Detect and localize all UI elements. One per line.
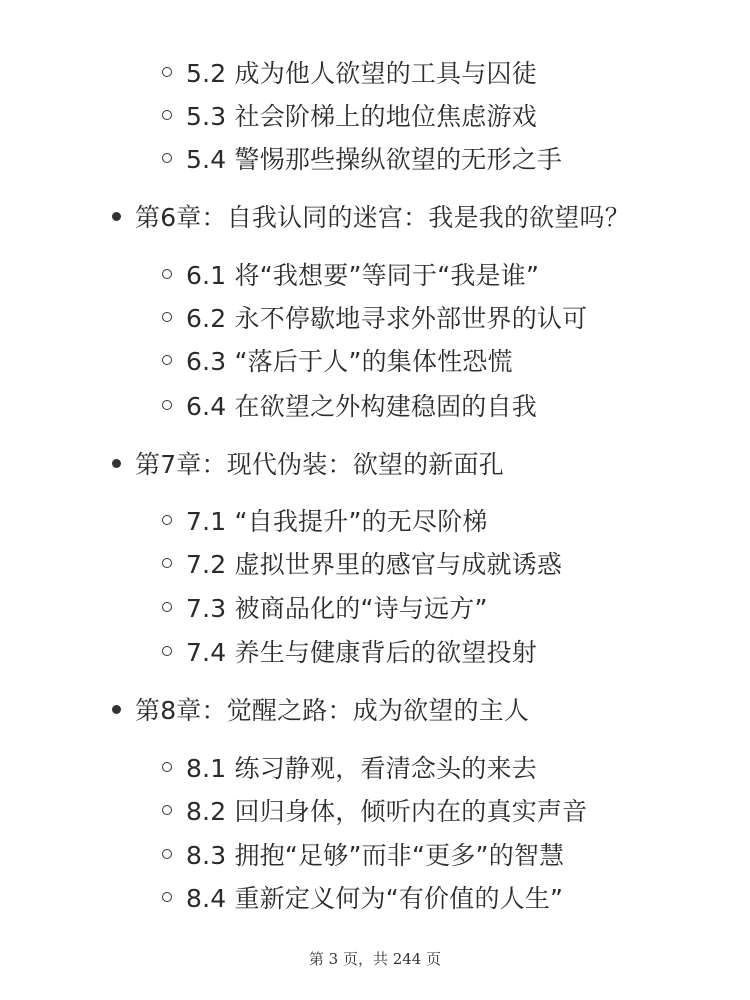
toc-section-text: 6.1 将“我想要”等同于“我是谁” (186, 261, 540, 290)
hollow-circle-bullet-icon (162, 558, 172, 568)
hollow-circle-bullet-icon (162, 67, 172, 77)
toc-chapter-text: 第8章：觉醒之路：成为欲望的主人 (135, 696, 530, 725)
hollow-circle-bullet-icon (162, 269, 172, 279)
toc-section-text: 8.1 练习静观，看清念头的来去 (186, 754, 537, 783)
toc-section-row (0, 790, 750, 830)
toc-section-row (0, 95, 750, 135)
toc-chapter-text: 第7章：现代伪装：欲望的新面孔 (135, 450, 504, 479)
toc-section-row (0, 747, 750, 787)
toc-section-text: 8.4 重新定义何为“有价值的人生” (186, 884, 564, 913)
page-footer (0, 948, 750, 972)
toc-section-row (0, 631, 750, 671)
toc-section-text: 5.3 社会阶梯上的地位焦虑游戏 (186, 102, 537, 131)
hollow-circle-bullet-icon (162, 892, 172, 902)
hollow-circle-bullet-icon (162, 355, 172, 365)
toc-section-text: 8.2 回归身体，倾听内在的真实声音 (186, 797, 588, 826)
toc-section-text: 6.4 在欲望之外构建稳固的自我 (186, 392, 537, 421)
hollow-circle-bullet-icon (162, 312, 172, 322)
toc-section-row (0, 385, 750, 425)
toc-section-text: 7.4 养生与健康背后的欲望投射 (186, 638, 537, 667)
hollow-circle-bullet-icon (162, 515, 172, 525)
filled-disc-bullet-icon (112, 212, 121, 221)
hollow-circle-bullet-icon (162, 153, 172, 163)
toc-section-row (0, 543, 750, 583)
hollow-circle-bullet-icon (162, 646, 172, 656)
toc-section-row (0, 138, 750, 178)
toc-chapter-row (0, 689, 750, 729)
toc-section-text: 7.1 “自我提升”的无尽阶梯 (186, 507, 488, 536)
toc-section-text: 6.3 “落后于人”的集体性恐慌 (186, 347, 513, 376)
hollow-circle-bullet-icon (162, 805, 172, 815)
toc-chapter-text: 第6章：自我认同的迷宫：我是我的欲望吗？ (135, 203, 630, 232)
toc-section-text: 7.2 虚拟世界里的感官与成就诱惑 (186, 550, 563, 579)
toc-section-row (0, 834, 750, 874)
toc-section-text: 6.2 永不停歇地寻求外部世界的认可 (186, 304, 588, 333)
toc-chapter-row (0, 443, 750, 483)
toc-section-row (0, 52, 750, 92)
toc-section-row (0, 254, 750, 294)
toc-section-row (0, 297, 750, 337)
toc-chapter-row (0, 196, 750, 236)
toc-section-text: 8.3 拥抱“足够”而非“更多”的智慧 (186, 841, 565, 870)
toc-section-row (0, 340, 750, 380)
toc-section-row (0, 500, 750, 540)
hollow-circle-bullet-icon (162, 400, 172, 410)
toc-section-text: 5.4 警惕那些操纵欲望的无形之手 (186, 145, 563, 174)
toc-section-text: 5.2 成为他人欲望的工具与囚徒 (186, 59, 537, 88)
filled-disc-bullet-icon (112, 459, 121, 468)
toc-section-row (0, 587, 750, 627)
hollow-circle-bullet-icon (162, 110, 172, 120)
hollow-circle-bullet-icon (162, 849, 172, 859)
hollow-circle-bullet-icon (162, 602, 172, 612)
hollow-circle-bullet-icon (162, 762, 172, 772)
toc-section-text: 7.3 被商品化的“诗与远方” (186, 594, 488, 623)
toc-section-row (0, 877, 750, 917)
filled-disc-bullet-icon (112, 705, 121, 714)
page-number-label: 第 3 页，共 244 页 (308, 950, 442, 968)
